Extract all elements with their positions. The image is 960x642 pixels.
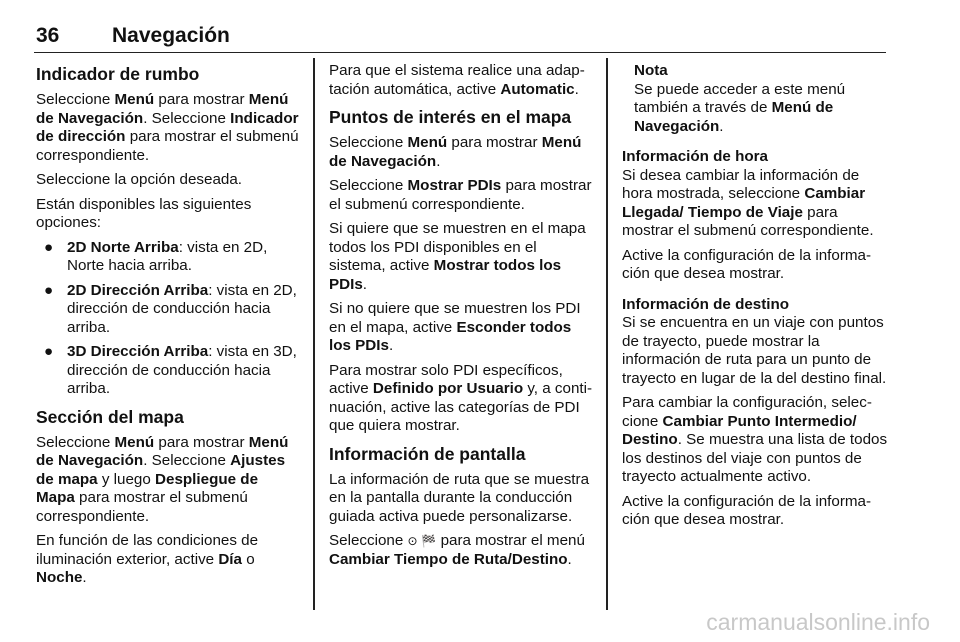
note-text: Se puede acceder a este menú también a través de Menú de Navegación. xyxy=(634,80,846,135)
paragraph: Seleccione Menú para mostrar Menú de Navegación. Seleccione Ajustes de mapa y luego Despliegue de Mapa para mostrar el submenú correspondiente. xyxy=(36,433,289,525)
paragraph: Están disponibles las siguientes opciones: xyxy=(36,195,252,231)
section-heading: Puntos de interés en el mapa xyxy=(329,107,572,127)
navigation-destination-icon: ⊙ 🏁 xyxy=(407,534,437,548)
paragraph: Seleccione Menú para mostrar Menú de Navegación. Seleccione Indicador de dirección para mostrar el submenú correspondiente. xyxy=(36,91,299,164)
section-heading: Indicador de rumbo xyxy=(36,64,200,84)
note-box xyxy=(622,62,888,136)
column-3 xyxy=(622,62,888,536)
paragraph: La información de ruta que se muestra en la pantalla durante la conducción guiada activa puede personalizarse. xyxy=(329,470,590,525)
column-divider xyxy=(313,58,315,610)
options-list xyxy=(36,239,300,399)
bullet-icon: ● xyxy=(44,281,54,299)
paragraph: Seleccione Menú para mostrar Menú de Navegación. xyxy=(329,134,582,170)
list-item: ● 3D Dirección Arriba: vista en 3D, dirección de conducción hacia arriba. xyxy=(44,343,297,397)
bullet-icon: ● xyxy=(44,238,54,256)
paragraph: Si no quiere que se muestren los PDI en el mapa, active Esconder todos los PDIs. xyxy=(329,300,581,354)
paragraph: Para que el sistema realice una adaptación automática, active Automatic. xyxy=(329,62,585,98)
bullet-icon: ● xyxy=(44,343,54,360)
paragraph: Si quiere que se muestren en el mapa todos los PDI disponibles en el sistema, active Mostrar todos los PDIs. xyxy=(329,220,586,293)
paragraph: Active la configuración de la información que desea mostrar. xyxy=(622,246,872,282)
list-item: ● 2D Norte Arriba: vista en 2D, Norte hacia arriba. xyxy=(44,238,268,274)
paragraph: Seleccione Mostrar PDIs para mostrar el submenú correspondiente. xyxy=(329,177,592,213)
note-title: Nota xyxy=(634,62,668,79)
page-header xyxy=(34,22,886,53)
paragraph: En función de las condiciones de iluminación exterior, active Día o Noche. xyxy=(36,532,259,586)
paragraph: Si se encuentra en un viaje con puntos de trayecto, puede mostrar la información de ruta para un punto de trayecto en lugar de la del destino final. xyxy=(622,314,887,387)
paragraph: Para cambiar la configuración, seleccione Cambiar Punto Intermedio/ Destino. Se muestra una lista de todos los destinos del viaje con puntos de trayecto actualmente activo. xyxy=(622,394,888,485)
subsection-heading: Información de hora xyxy=(622,148,768,165)
column-1 xyxy=(36,62,300,594)
watermark: carmanualsonline.info xyxy=(706,609,930,635)
page-number: 36 xyxy=(36,24,60,47)
subsection-heading: Información de destino xyxy=(622,295,790,313)
paragraph: Seleccione ⊙ 🏁 para mostrar el menú Cambiar Tiempo de Ruta/Destino. xyxy=(329,532,585,568)
section-heading: Información de pantalla xyxy=(329,443,526,464)
paragraph: Si desea cambiar la información de hora mostrada, seleccione Cambiar Llegada/ Tiempo de Viaje para mostrar el submenú correspondiente. xyxy=(622,166,874,239)
section-heading: Sección del mapa xyxy=(36,406,184,427)
list-item: ● 2D Dirección Arriba: vista en 2D, dirección de conducción hacia arriba. xyxy=(44,281,297,336)
paragraph: Active la configuración de la información que desea mostrar. xyxy=(622,492,872,528)
paragraph: Para mostrar solo PDI específicos, active Definido por Usuario y, a continuación, active las categorías de PDI que quiera mostrar. xyxy=(329,361,593,434)
column-2 xyxy=(329,62,593,575)
column-divider xyxy=(606,58,608,610)
paragraph: Seleccione la opción deseada. xyxy=(36,171,243,188)
chapter-title: Navegación xyxy=(112,24,230,47)
